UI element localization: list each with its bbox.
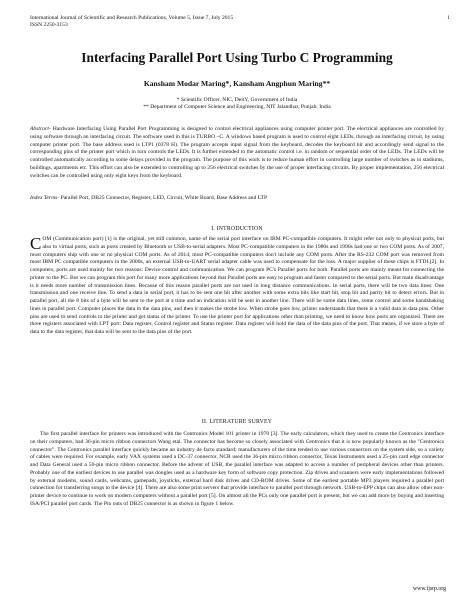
index-terms-text: Parallel Port, DB25 Connector, Register, LED, Circuit, White Board, Base Address and LTP xyxy=(60,195,268,201)
paper-title: Interfacing Parallel Port Using Turbo C Programming xyxy=(81,50,393,65)
running-header xyxy=(30,15,450,29)
section-heading-introduction: I. INTRODUCTION xyxy=(211,226,263,232)
introduction-body xyxy=(30,236,444,337)
affiliation-1: * Scientific Officer, NIC, DeitY, Government of India xyxy=(176,97,298,103)
abstract xyxy=(30,126,444,180)
footer-url[interactable]: www.ijsrp.org xyxy=(412,586,446,592)
abstract-label: Abstract- xyxy=(30,126,51,132)
page-number: 1 xyxy=(447,15,450,21)
abstract-text: Hardware Interfacing Using Parallel Port Programming is designed to control electrical appliances using computer printer port. The electrical appliances are controlled by using software through an interfacing circuit. The software used in this is TURBO –C. A windows based program is used to control eight LEDs, through an interfacing circuit, by using computer printer port. The base address used is LTP1 (0378 H). The program accepts input signal from the keyboard, decodes the keyboard hit and accordingly send signal to the corresponding pins of the printer port which in turn controls the LEDs. It is further extended to the automatic control i.e. in random or sequential order of the LEDs. The LEDs will be controlled automatically according to some delays provided in the program. The purpose of this work is to reduce human effort in controlling large number of switches as in stadiums, buildings, apartments etc. This effort can also be extended to controlling up to 256 electrical switches by the use of proper interfacing circuits. By proper implementation, 256 electrical switches can be controlled using only eight keys from the keyboard. xyxy=(30,126,444,179)
author-line: Kansham Modar Maring*, Kansham Angphun Maring** xyxy=(143,79,331,88)
index-terms xyxy=(30,195,444,202)
drop-cap: C xyxy=(30,234,42,253)
affiliation-2: ** Department of Computer Science and Engineering, NIT Jalandhar, Punjab, India xyxy=(143,104,331,111)
issn: ISSN 2250-3153 xyxy=(30,22,68,28)
literature-survey-body: The first parallel interface for printers was introduced with the Centronics Model 101 printer in 1970 [3]. The early calculators, which they used to create the Centronics interface on their computers, had 36-pin micro ribbon connectors Wang etal. The connector has become so closely associated with Centronics that it is now popularly known as the "Centronics connector". The Centronics parallel interface quickly became an industry de facto standard; manufacturers of the time tended to use various connectors on the system side, so a variety of cables were required. For example, early VAX systems used a DC-37 connector, NCR used the 36-pin micro ribbon connector, Texas Instruments used a 25-pin card edge connector and Data General used a 50-pin micro ribbon connector. Before the advent of USB, the parallel interface was adapted to access a number of peripheral devices other than printers. Probably one of the earliest devices to use parallel was dongles used as a hardware key form of software copy protection. Zip drives and scanners were early implementations followed by external modems, sound cards, webcams, gamepads, joysticks, external hard disk drives and CD-ROM drives. Some of the earliest portable MP3 players required a parallel port connection for transferring songs to the device [4]. There are also some print servers that provide interface to parallel port through network. USB-to-EPP chips can also allow other non-printer device to continue to work on modern computers without a parallel port [5]. On almost all the PCs only one parallel port is present, but we can add more by buying and inserting ISA/PCI parallel port cards. The Pin outs of DB25 connector is as shown in figure 1 below. xyxy=(30,431,444,507)
journal-citation: International Journal of Scientific and Research Publications, Volume 5, Issue 7, July 2015 xyxy=(30,15,234,21)
affiliations xyxy=(0,97,474,112)
index-terms-label: Index Terms- xyxy=(30,195,60,201)
section-heading-literature-survey: II. LITERATURE SURVEY xyxy=(201,419,273,425)
introduction-text: OM (Communication port) [1] is the original, yet still common, name of the serial port interface on IBM PC-compatible computers. It might refer not only to physical ports, but also to virtual ports, such as ports created by Bluetooth or USB-to-serial adapters. Most PC-compatible computers in the 1980s and 1990s had one or two COM ports. As of 2007, most computers ship with one or no physical COM ports. As of 2014, most PC-compatible computers don't include any COM ports. After the RS-232 COM port was removed from most IBM PC compatible computers in the 2000s, an external USB-to-UART serial adapter cable was used to compensate for the loss. A major supplier of these chips is FTDI.[2]. In computers, ports are used mainly for two reasons: Device control and communication. We can program PC's Parallel ports for both. Parallel ports are mainly meant for connecting the printer to the PC. But we can program this port for many more applications beyond that Parallel ports are easy to program and faster compared to the serial ports. But main disadvantage is it needs more number of transmission lines. Because of this reason parallel ports are not used in long distance communications. In serial ports, there will be two data lines: One transmission and one receive line. To send a data in serial port, it has to be sent one bit after another with some extra bits like start bit, stop bit and parity bit to detect errors. But in parallel port, all the 8 bits of a byte will be sent to the port at a time and an indication will be sent in another line. There will be some data lines, some control and some handshaking lines in parallel port. Computer places the data in the data pins, and then it makes the strobe low. When strobe goes low, printer understands that there is a valid data in data pins. Other pins are used to send controls to the printer and get status of the printer. To use the printer port for applications other than printing, we need to know how ports are organized. There are three registers associated with LPT port: Data register, Control register and Status register. Data register will hold the data of the data pins of the port. That means, if we store a byte of data to the data register, that data will be sent to the data pins of the port. xyxy=(30,236,444,335)
